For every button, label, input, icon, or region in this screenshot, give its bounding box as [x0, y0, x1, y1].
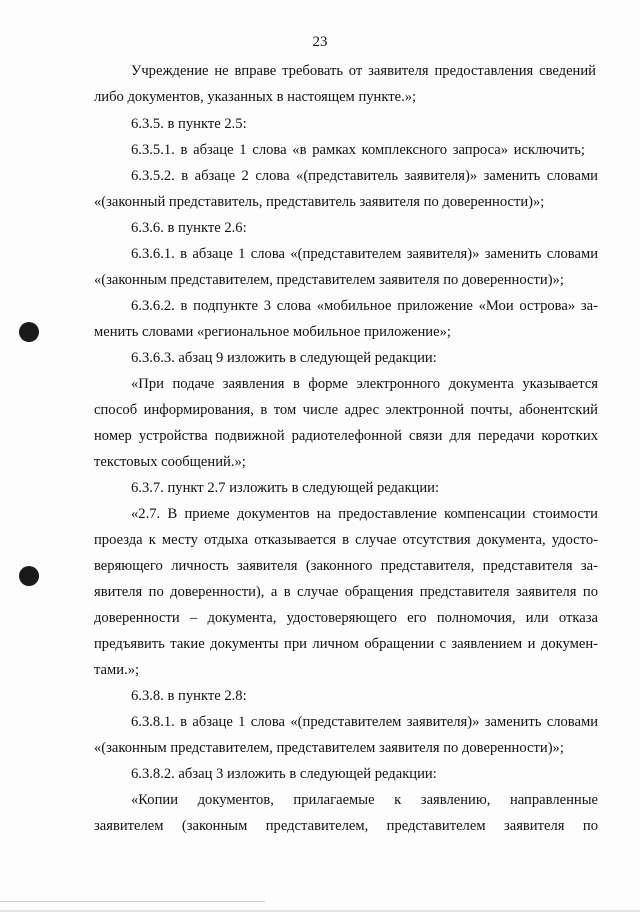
text-line: 6.3.6.2. в подпункте 3 слова «мобильное приложение «Мои острова» за- — [131, 298, 598, 314]
text-line: «2.7. В приеме документов на предоставление компенсации стоимости — [131, 506, 598, 522]
text-line: 6.3.7. пункт 2.7 изложить в следующей редакции: — [131, 480, 440, 496]
text-line: тами.»; — [94, 662, 140, 678]
text-line: «Копии документов, прилагаемые к заявлению, направленные — [131, 792, 598, 808]
text-line: «(законный представитель, представитель заявителя по доверенности)»; — [94, 194, 545, 210]
text-line: текстовых сообщений.»; — [94, 454, 246, 470]
text-line: заявителем (законным представителем, представителем заявителя по — [94, 818, 598, 834]
text-line: предъявить такие документы при личном обращении с заявлением и докумен- — [94, 636, 598, 652]
text-line: доверенности – документа, удостоверяющего его полномочия, или отказа — [94, 610, 598, 626]
text-line: веряющего личность заявителя (законного представителя, представителя за- — [94, 558, 598, 574]
text-line: Учреждение не вправе требовать от заявителя предоставления сведений — [131, 63, 596, 79]
text-line: 6.3.8.2. абзац 3 изложить в следующей редакции: — [131, 766, 437, 782]
text-line: проезда к месту отдыха отказывается в случае отсутствия документа, удосто- — [94, 532, 598, 548]
text-line: 6.3.6.3. абзац 9 изложить в следующей редакции: — [131, 350, 437, 366]
text-line: 6.3.5.1. в абзаце 1 слова «в рамках комплексного запроса» исключить; — [131, 142, 585, 158]
text-line: 6.3.5.2. в абзаце 2 слова «(представитель заявителя)» заменить словами — [131, 168, 598, 184]
scan-artifact-line — [0, 901, 265, 902]
binder-hole-top — [19, 322, 39, 342]
text-line: 6.3.8. в пункте 2.8: — [131, 688, 247, 704]
text-line: менить словами «региональное мобильное приложение»; — [94, 324, 451, 340]
text-line: 6.3.6.1. в абзаце 1 слова «(представителем заявителя)» заменить словами — [131, 246, 598, 262]
text-line: «При подаче заявления в форме электронного документа указывается — [131, 376, 598, 392]
text-line: номер устройства подвижной радиотелефонной связи для передачи коротких — [94, 428, 598, 444]
text-line: 6.3.8.1. в абзаце 1 слова «(представителем заявителя)» заменить словами — [131, 714, 598, 730]
text-line: либо документов, указанных в настоящем пункте.»; — [94, 89, 417, 105]
text-line: 6.3.5. в пункте 2.5: — [131, 116, 247, 132]
binder-hole-bottom — [19, 566, 39, 586]
text-line: явителя по доверенности), а в случае обращения представителя заявителя по — [94, 584, 598, 600]
page-number: 23 — [312, 34, 328, 50]
text-line: 6.3.6. в пункте 2.6: — [131, 220, 247, 236]
text-line: способ информирования, в том числе адрес электронной почты, абонентский — [94, 402, 598, 418]
text-line: «(законным представителем, представителем заявителя по доверенности)»; — [94, 740, 564, 756]
text-line: «(законным представителем, представителем заявителя по доверенности)»; — [94, 272, 564, 288]
